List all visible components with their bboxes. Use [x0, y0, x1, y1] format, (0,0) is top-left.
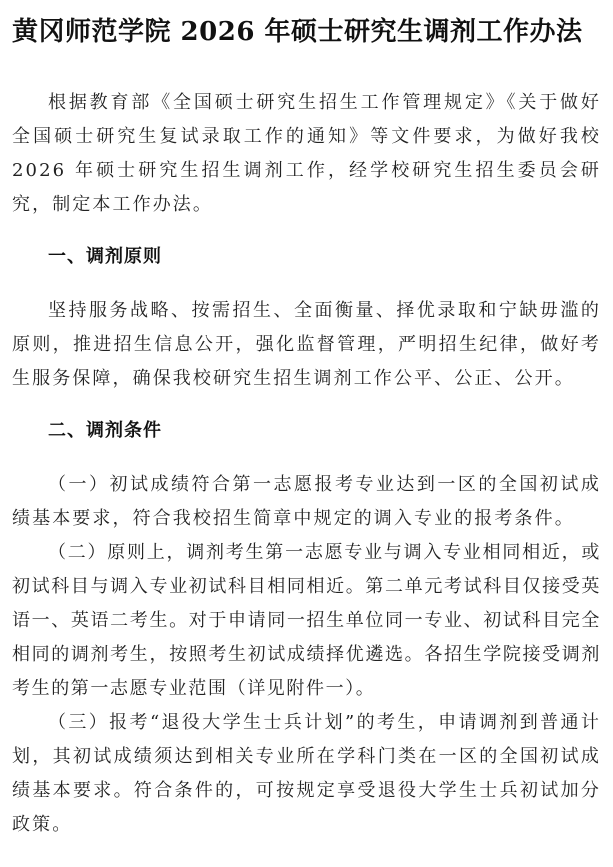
principles-paragraph: 坚持服务战略、按需招生、全面衡量、择优录取和宁缺毋滥的原则，推进招生信息公开，强化监督管理，严明招生纪律，做好考生服务保障，确保我校研究生招生调剂工作公平、公正、公开。 — [12, 300, 601, 389]
condition-item-2: （二）原则上，调剂考生第一志愿专业与调入专业相同相近，或初试科目与调入专业初试科目相同相近。第二单元考试科目仅接受英语一、英语二考生。对于申请同一招生单位同一专业、初试科目完全相同的调剂考生，按照考生初试成绩择优遴选。各招生学院接受调剂考生的第一志愿专业范围（详见附件一）。 — [12, 542, 601, 699]
condition-item-3: （三）报考“退役大学生士兵计划”的考生，申请调剂到普通计划，其初试成绩须达到相关专业所在学科门类在一区的全国初试成绩基本要求。符合条件的，可按规定享受退役大学生士兵初试加分政策。 — [12, 712, 601, 835]
condition-item-1: （一）初试成绩符合第一志愿报考专业达到一区的全国初试成绩基本要求，符合我校招生简章中规定的调入专业的报考条件。 — [12, 474, 601, 529]
document-title: 黄冈师范学院 2026 年硕士研究生调剂工作办法 — [12, 17, 583, 47]
intro-paragraph: 根据教育部《全国硕士研究生招生工作管理规定》《关于做好全国硕士研究生复试录取工作的通知》等文件要求，为做好我校 2026 年硕士研究生招生调剂工作，经学校研究生招生委员会研究，制定本工作办法。 — [12, 92, 601, 215]
section-heading-principles: 一、调剂原则 — [48, 246, 162, 267]
section-heading-conditions: 二、调剂条件 — [48, 420, 162, 441]
